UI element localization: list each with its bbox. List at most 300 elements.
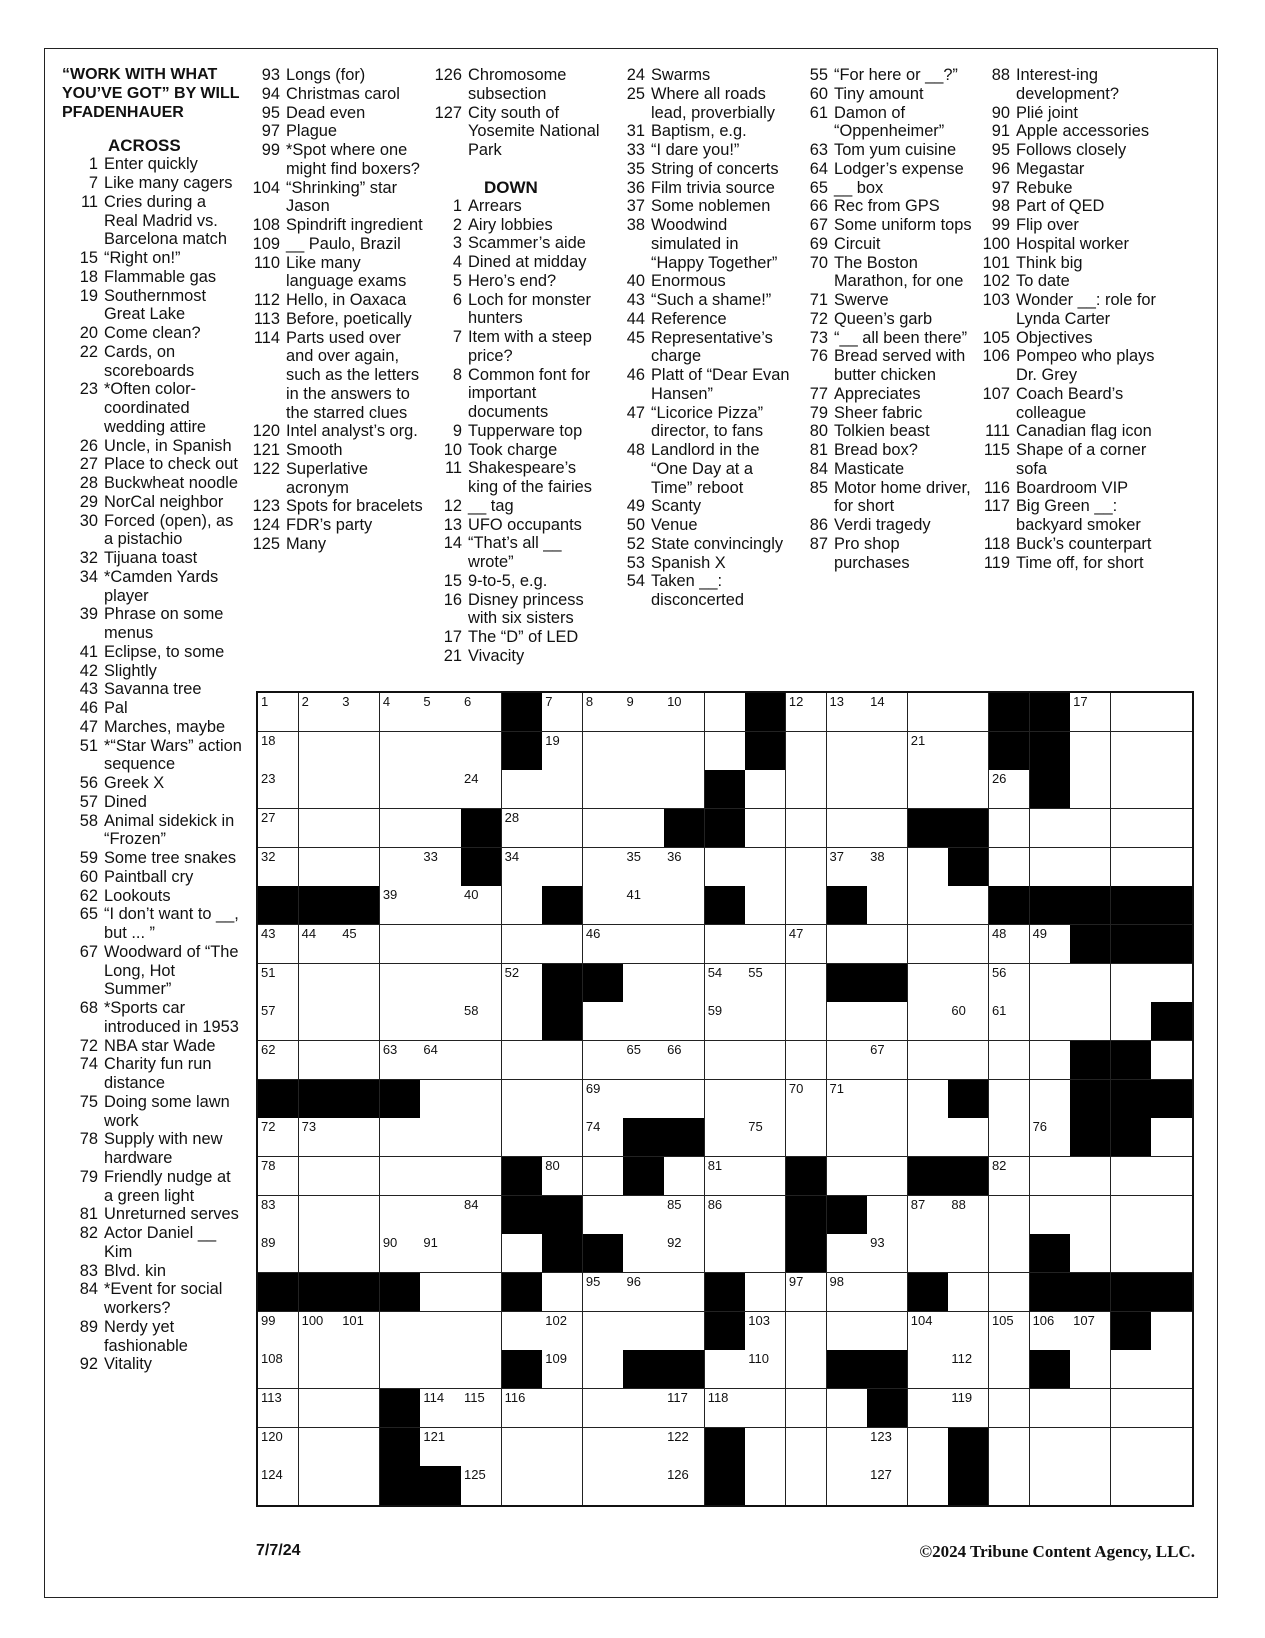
grid-cell[interactable] — [420, 1118, 461, 1157]
grid-cell[interactable] — [867, 1080, 908, 1119]
grid-cell[interactable] — [745, 1234, 786, 1273]
grid-cell[interactable] — [1151, 1041, 1192, 1080]
grid-cell[interactable] — [1070, 964, 1111, 1003]
grid-cell[interactable] — [867, 1466, 908, 1505]
grid-cell[interactable] — [461, 925, 502, 964]
grid-cell[interactable] — [461, 1234, 502, 1273]
grid-cell[interactable] — [827, 1080, 868, 1119]
grid-cell[interactable] — [583, 732, 624, 771]
grid-cell[interactable] — [1151, 693, 1192, 732]
grid-cell[interactable] — [623, 1002, 664, 1041]
grid-cell[interactable] — [1111, 1389, 1152, 1428]
grid-cell[interactable] — [908, 1466, 949, 1505]
grid-cell[interactable] — [299, 732, 340, 771]
grid-cell[interactable] — [1151, 1234, 1192, 1273]
grid-cell[interactable] — [1111, 848, 1152, 887]
grid-cell[interactable] — [1151, 1466, 1192, 1505]
grid-cell[interactable] — [1030, 848, 1071, 887]
grid-cell[interactable] — [258, 1041, 299, 1080]
grid-cell[interactable] — [827, 1234, 868, 1273]
grid-cell[interactable] — [1070, 809, 1111, 848]
grid-cell[interactable] — [827, 1466, 868, 1505]
grid-cell[interactable] — [1070, 1234, 1111, 1273]
grid-cell[interactable] — [258, 770, 299, 809]
grid-cell[interactable] — [623, 770, 664, 809]
grid-cell[interactable] — [1151, 1350, 1192, 1389]
grid-cell[interactable] — [461, 1350, 502, 1389]
grid-cell[interactable] — [420, 693, 461, 732]
grid-cell[interactable] — [867, 1041, 908, 1080]
grid-cell[interactable] — [786, 1350, 827, 1389]
grid-cell[interactable] — [502, 886, 543, 925]
grid-cell[interactable] — [583, 1350, 624, 1389]
grid-cell[interactable] — [583, 848, 624, 887]
grid-cell[interactable] — [461, 1157, 502, 1196]
grid-cell[interactable] — [380, 1118, 421, 1157]
grid-cell[interactable] — [786, 848, 827, 887]
grid-cell[interactable] — [258, 1118, 299, 1157]
grid-cell[interactable] — [827, 848, 868, 887]
grid-cell[interactable] — [786, 770, 827, 809]
grid-cell[interactable] — [867, 1002, 908, 1041]
grid-cell[interactable] — [623, 732, 664, 771]
grid-cell[interactable] — [299, 1002, 340, 1041]
grid-cell[interactable] — [299, 964, 340, 1003]
grid-cell[interactable] — [1111, 1002, 1152, 1041]
grid-cell[interactable] — [705, 1041, 746, 1080]
grid-cell[interactable] — [1030, 1002, 1071, 1041]
grid-cell[interactable] — [299, 1157, 340, 1196]
grid-cell[interactable] — [502, 809, 543, 848]
grid-cell[interactable] — [542, 1389, 583, 1428]
grid-cell[interactable] — [989, 1466, 1030, 1505]
grid-cell[interactable] — [948, 1196, 989, 1235]
grid-cell[interactable] — [461, 1080, 502, 1119]
grid-cell[interactable] — [908, 1389, 949, 1428]
grid-cell[interactable] — [948, 693, 989, 732]
grid-cell[interactable] — [1070, 1196, 1111, 1235]
grid-cell[interactable] — [786, 1080, 827, 1119]
grid-cell[interactable] — [299, 1234, 340, 1273]
grid-cell[interactable] — [664, 1466, 705, 1505]
grid-cell[interactable] — [827, 1389, 868, 1428]
grid-cell[interactable] — [1151, 732, 1192, 771]
grid-cell[interactable] — [705, 964, 746, 1003]
grid-cell[interactable] — [299, 925, 340, 964]
grid-cell[interactable] — [745, 848, 786, 887]
grid-cell[interactable] — [1070, 732, 1111, 771]
grid-cell[interactable] — [664, 964, 705, 1003]
grid-cell[interactable] — [299, 809, 340, 848]
grid-cell[interactable] — [623, 1234, 664, 1273]
grid-cell[interactable] — [664, 925, 705, 964]
grid-cell[interactable] — [461, 1196, 502, 1235]
grid-cell[interactable] — [299, 848, 340, 887]
grid-cell[interactable] — [583, 1041, 624, 1080]
grid-cell[interactable] — [786, 1002, 827, 1041]
grid-cell[interactable] — [623, 1273, 664, 1312]
grid-cell[interactable] — [827, 809, 868, 848]
grid-cell[interactable] — [380, 693, 421, 732]
grid-cell[interactable] — [583, 1118, 624, 1157]
grid-cell[interactable] — [380, 809, 421, 848]
grid-cell[interactable] — [948, 770, 989, 809]
grid-cell[interactable] — [867, 809, 908, 848]
grid-cell[interactable] — [745, 886, 786, 925]
grid-cell[interactable] — [867, 1273, 908, 1312]
grid-cell[interactable] — [1030, 1196, 1071, 1235]
grid-cell[interactable] — [542, 1118, 583, 1157]
grid-cell[interactable] — [542, 1428, 583, 1467]
grid-cell[interactable] — [623, 809, 664, 848]
grid-cell[interactable] — [299, 1312, 340, 1351]
grid-cell[interactable] — [1030, 809, 1071, 848]
grid-cell[interactable] — [867, 1196, 908, 1235]
grid-cell[interactable] — [380, 964, 421, 1003]
grid-cell[interactable] — [339, 770, 380, 809]
grid-cell[interactable] — [420, 1002, 461, 1041]
grid-cell[interactable] — [745, 1157, 786, 1196]
grid-cell[interactable] — [1070, 1002, 1111, 1041]
grid-cell[interactable] — [1151, 848, 1192, 887]
grid-cell[interactable] — [258, 1196, 299, 1235]
grid-cell[interactable] — [461, 1428, 502, 1467]
grid-cell[interactable] — [827, 925, 868, 964]
grid-cell[interactable] — [299, 1196, 340, 1235]
grid-cell[interactable] — [420, 1196, 461, 1235]
grid-cell[interactable] — [908, 1312, 949, 1351]
grid-cell[interactable] — [420, 925, 461, 964]
grid-cell[interactable] — [948, 732, 989, 771]
grid-cell[interactable] — [420, 1080, 461, 1119]
grid-cell[interactable] — [583, 1273, 624, 1312]
grid-cell[interactable] — [623, 1428, 664, 1467]
grid-cell[interactable] — [989, 1312, 1030, 1351]
grid-cell[interactable] — [745, 1118, 786, 1157]
grid-cell[interactable] — [989, 925, 1030, 964]
grid-cell[interactable] — [786, 809, 827, 848]
grid-cell[interactable] — [420, 809, 461, 848]
grid-cell[interactable] — [502, 925, 543, 964]
grid-cell[interactable] — [339, 1466, 380, 1505]
grid-cell[interactable] — [583, 1312, 624, 1351]
grid-cell[interactable] — [989, 964, 1030, 1003]
grid-cell[interactable] — [867, 1157, 908, 1196]
grid-cell[interactable] — [420, 886, 461, 925]
grid-cell[interactable] — [664, 1389, 705, 1428]
grid-cell[interactable] — [908, 925, 949, 964]
grid-cell[interactable] — [502, 1312, 543, 1351]
grid-cell[interactable] — [867, 848, 908, 887]
grid-cell[interactable] — [1111, 1234, 1152, 1273]
grid-cell[interactable] — [299, 1350, 340, 1389]
grid-cell[interactable] — [786, 693, 827, 732]
grid-cell[interactable] — [989, 1350, 1030, 1389]
grid-cell[interactable] — [745, 770, 786, 809]
grid-cell[interactable] — [299, 770, 340, 809]
grid-cell[interactable] — [827, 1041, 868, 1080]
grid-cell[interactable] — [705, 925, 746, 964]
grid-cell[interactable] — [908, 732, 949, 771]
grid-cell[interactable] — [623, 848, 664, 887]
grid-cell[interactable] — [583, 1196, 624, 1235]
grid-cell[interactable] — [827, 732, 868, 771]
grid-cell[interactable] — [583, 1389, 624, 1428]
grid-cell[interactable] — [705, 1080, 746, 1119]
grid-cell[interactable] — [1111, 693, 1152, 732]
grid-cell[interactable] — [867, 1312, 908, 1351]
grid-cell[interactable] — [745, 1196, 786, 1235]
grid-cell[interactable] — [502, 964, 543, 1003]
grid-cell[interactable] — [299, 1041, 340, 1080]
grid-cell[interactable] — [502, 848, 543, 887]
grid-cell[interactable] — [1111, 1196, 1152, 1235]
grid-cell[interactable] — [867, 1118, 908, 1157]
grid-cell[interactable] — [623, 693, 664, 732]
grid-cell[interactable] — [502, 1002, 543, 1041]
grid-cell[interactable] — [705, 693, 746, 732]
grid-cell[interactable] — [1151, 1196, 1192, 1235]
grid-cell[interactable] — [339, 925, 380, 964]
grid-cell[interactable] — [502, 1080, 543, 1119]
grid-cell[interactable] — [542, 732, 583, 771]
grid-cell[interactable] — [1030, 1041, 1071, 1080]
grid-cell[interactable] — [827, 1312, 868, 1351]
grid-cell[interactable] — [420, 1312, 461, 1351]
grid-cell[interactable] — [908, 693, 949, 732]
grid-cell[interactable] — [745, 964, 786, 1003]
grid-cell[interactable] — [705, 1350, 746, 1389]
grid-cell[interactable] — [745, 1350, 786, 1389]
grid-cell[interactable] — [258, 809, 299, 848]
grid-cell[interactable] — [745, 1466, 786, 1505]
grid-cell[interactable] — [583, 886, 624, 925]
grid-cell[interactable] — [420, 1350, 461, 1389]
grid-cell[interactable] — [623, 1312, 664, 1351]
grid-cell[interactable] — [827, 1428, 868, 1467]
grid-cell[interactable] — [623, 925, 664, 964]
grid-cell[interactable] — [867, 925, 908, 964]
grid-cell[interactable] — [786, 1389, 827, 1428]
grid-cell[interactable] — [299, 1428, 340, 1467]
grid-cell[interactable] — [583, 1080, 624, 1119]
grid-cell[interactable] — [420, 732, 461, 771]
grid-cell[interactable] — [339, 732, 380, 771]
grid-cell[interactable] — [339, 1157, 380, 1196]
grid-cell[interactable] — [258, 1234, 299, 1273]
grid-cell[interactable] — [664, 886, 705, 925]
grid-cell[interactable] — [258, 693, 299, 732]
grid-cell[interactable] — [786, 1466, 827, 1505]
grid-cell[interactable] — [664, 1196, 705, 1235]
grid-cell[interactable] — [461, 770, 502, 809]
grid-cell[interactable] — [339, 1234, 380, 1273]
grid-cell[interactable] — [380, 848, 421, 887]
grid-cell[interactable] — [908, 886, 949, 925]
grid-cell[interactable] — [989, 1157, 1030, 1196]
grid-cell[interactable] — [502, 1234, 543, 1273]
grid-cell[interactable] — [664, 1312, 705, 1351]
grid-cell[interactable] — [664, 848, 705, 887]
grid-cell[interactable] — [989, 1273, 1030, 1312]
grid-cell[interactable] — [258, 732, 299, 771]
grid-cell[interactable] — [542, 809, 583, 848]
grid-cell[interactable] — [380, 1350, 421, 1389]
grid-cell[interactable] — [380, 1196, 421, 1235]
grid-cell[interactable] — [1070, 1350, 1111, 1389]
grid-cell[interactable] — [664, 1041, 705, 1080]
grid-cell[interactable] — [339, 964, 380, 1003]
grid-cell[interactable] — [786, 1273, 827, 1312]
grid-cell[interactable] — [1151, 809, 1192, 848]
grid-cell[interactable] — [908, 964, 949, 1003]
grid-cell[interactable] — [339, 1389, 380, 1428]
grid-cell[interactable] — [745, 1312, 786, 1351]
grid-cell[interactable] — [705, 1157, 746, 1196]
grid-cell[interactable] — [502, 1466, 543, 1505]
grid-cell[interactable] — [583, 925, 624, 964]
grid-cell[interactable] — [989, 1428, 1030, 1467]
grid-cell[interactable] — [1151, 1428, 1192, 1467]
grid-cell[interactable] — [583, 1157, 624, 1196]
grid-cell[interactable] — [1111, 809, 1152, 848]
grid-cell[interactable] — [1030, 1118, 1071, 1157]
grid-cell[interactable] — [461, 1273, 502, 1312]
grid-cell[interactable] — [542, 848, 583, 887]
grid-cell[interactable] — [461, 1041, 502, 1080]
grid-cell[interactable] — [583, 1466, 624, 1505]
grid-cell[interactable] — [867, 1234, 908, 1273]
grid-cell[interactable] — [786, 964, 827, 1003]
grid-cell[interactable] — [1030, 1312, 1071, 1351]
grid-cell[interactable] — [1151, 1389, 1192, 1428]
grid-cell[interactable] — [1111, 1350, 1152, 1389]
grid-cell[interactable] — [745, 925, 786, 964]
grid-cell[interactable] — [705, 848, 746, 887]
grid-cell[interactable] — [948, 886, 989, 925]
grid-cell[interactable] — [1030, 1428, 1071, 1467]
grid-cell[interactable] — [623, 1041, 664, 1080]
grid-cell[interactable] — [258, 1312, 299, 1351]
grid-cell[interactable] — [339, 1428, 380, 1467]
grid-cell[interactable] — [380, 770, 421, 809]
grid-cell[interactable] — [705, 1118, 746, 1157]
grid-cell[interactable] — [827, 1002, 868, 1041]
grid-cell[interactable] — [461, 1312, 502, 1351]
grid-cell[interactable] — [867, 770, 908, 809]
grid-cell[interactable] — [989, 770, 1030, 809]
grid-cell[interactable] — [908, 1002, 949, 1041]
grid-cell[interactable] — [623, 1466, 664, 1505]
grid-cell[interactable] — [583, 1428, 624, 1467]
grid-cell[interactable] — [664, 1234, 705, 1273]
grid-cell[interactable] — [664, 1080, 705, 1119]
grid-cell[interactable] — [948, 925, 989, 964]
grid-cell[interactable] — [258, 964, 299, 1003]
grid-cell[interactable] — [705, 732, 746, 771]
grid-cell[interactable] — [908, 1118, 949, 1157]
grid-cell[interactable] — [339, 1041, 380, 1080]
grid-cell[interactable] — [461, 886, 502, 925]
grid-cell[interactable] — [1151, 964, 1192, 1003]
grid-cell[interactable] — [948, 1389, 989, 1428]
grid-cell[interactable] — [989, 1080, 1030, 1119]
grid-cell[interactable] — [380, 1312, 421, 1351]
grid-cell[interactable] — [461, 964, 502, 1003]
grid-cell[interactable] — [908, 1080, 949, 1119]
grid-cell[interactable] — [989, 848, 1030, 887]
grid-cell[interactable] — [745, 1428, 786, 1467]
grid-cell[interactable] — [664, 732, 705, 771]
grid-cell[interactable] — [948, 1234, 989, 1273]
grid-cell[interactable] — [989, 1196, 1030, 1235]
grid-cell[interactable] — [542, 1312, 583, 1351]
grid-cell[interactable] — [908, 848, 949, 887]
grid-cell[interactable] — [542, 1157, 583, 1196]
grid-cell[interactable] — [420, 1428, 461, 1467]
grid-cell[interactable] — [1111, 964, 1152, 1003]
grid-cell[interactable] — [542, 1350, 583, 1389]
grid-cell[interactable] — [258, 1389, 299, 1428]
grid-cell[interactable] — [1070, 1389, 1111, 1428]
grid-cell[interactable] — [786, 1312, 827, 1351]
grid-cell[interactable] — [908, 1196, 949, 1235]
grid-cell[interactable] — [461, 1002, 502, 1041]
grid-cell[interactable] — [1151, 1118, 1192, 1157]
grid-cell[interactable] — [827, 1273, 868, 1312]
grid-cell[interactable] — [339, 1118, 380, 1157]
grid-cell[interactable] — [542, 1466, 583, 1505]
grid-cell[interactable] — [827, 1157, 868, 1196]
grid-cell[interactable] — [1030, 1389, 1071, 1428]
grid-cell[interactable] — [664, 1273, 705, 1312]
grid-cell[interactable] — [461, 1389, 502, 1428]
grid-cell[interactable] — [1030, 1466, 1071, 1505]
grid-cell[interactable] — [989, 1002, 1030, 1041]
grid-cell[interactable] — [461, 1466, 502, 1505]
grid-cell[interactable] — [705, 1196, 746, 1235]
grid-cell[interactable] — [258, 1002, 299, 1041]
grid-cell[interactable] — [1070, 770, 1111, 809]
grid-cell[interactable] — [420, 1041, 461, 1080]
grid-cell[interactable] — [745, 1080, 786, 1119]
grid-cell[interactable] — [583, 693, 624, 732]
grid-cell[interactable] — [380, 1041, 421, 1080]
grid-cell[interactable] — [948, 1118, 989, 1157]
grid-cell[interactable] — [664, 770, 705, 809]
grid-cell[interactable] — [705, 1002, 746, 1041]
grid-cell[interactable] — [786, 886, 827, 925]
grid-cell[interactable] — [299, 693, 340, 732]
grid-cell[interactable] — [745, 1389, 786, 1428]
grid-cell[interactable] — [380, 1157, 421, 1196]
grid-cell[interactable] — [420, 1273, 461, 1312]
grid-cell[interactable] — [664, 1157, 705, 1196]
grid-cell[interactable] — [827, 1118, 868, 1157]
grid-cell[interactable] — [299, 1466, 340, 1505]
grid-cell[interactable] — [339, 809, 380, 848]
grid-cell[interactable] — [502, 1428, 543, 1467]
grid-cell[interactable] — [786, 1041, 827, 1080]
grid-cell[interactable] — [1111, 770, 1152, 809]
grid-cell[interactable] — [583, 1002, 624, 1041]
grid-cell[interactable] — [1151, 1312, 1192, 1351]
grid-cell[interactable] — [1070, 1157, 1111, 1196]
grid-cell[interactable] — [948, 964, 989, 1003]
grid-cell[interactable] — [542, 925, 583, 964]
grid-cell[interactable] — [1151, 1157, 1192, 1196]
grid-cell[interactable] — [461, 693, 502, 732]
